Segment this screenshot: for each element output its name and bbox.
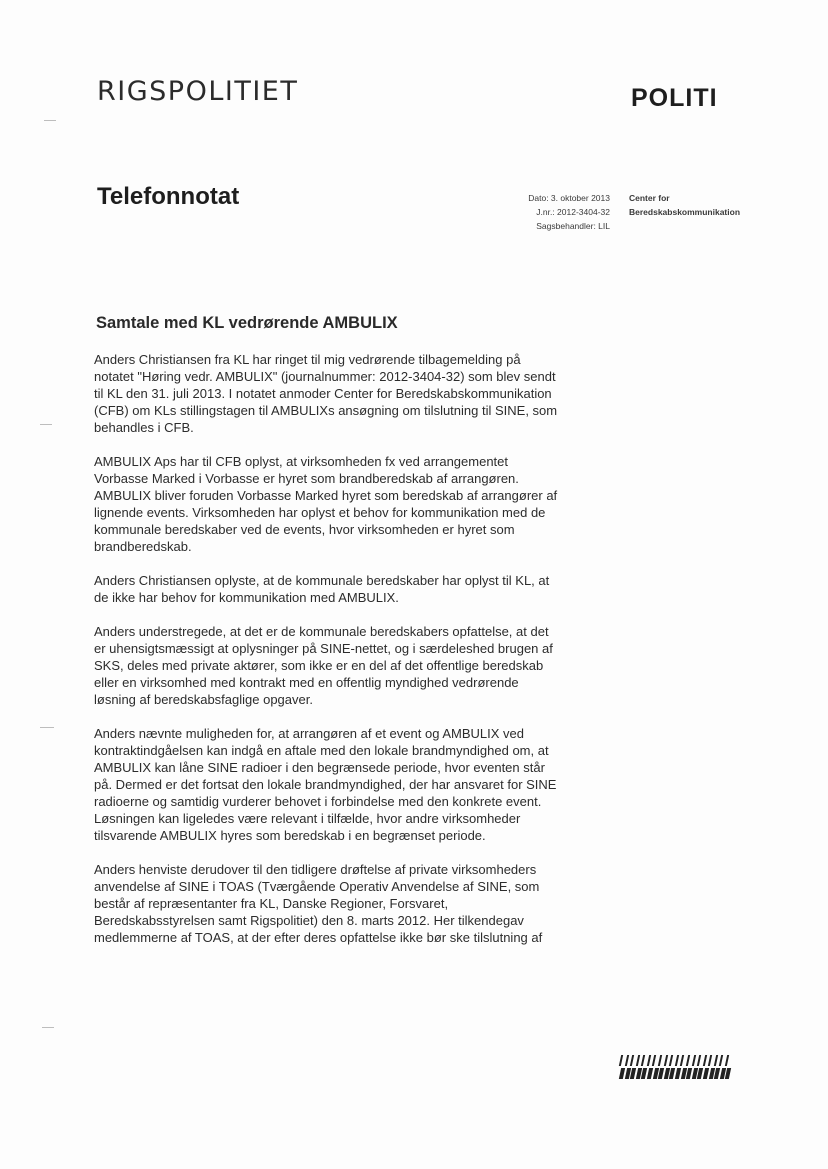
department-block: [629, 191, 740, 219]
body-text: [94, 351, 614, 963]
scan-margin-mark: [42, 1027, 54, 1028]
paragraph: AMBULIX Aps har til CFB oplyst, at virksomheden fx ved arrangementet Vorbasse Marked i Vorbasse er hyret som brandberedskab af arrangøren. AMBULIX bliver foruden Vorbasse Marked hyret som beredskab af arrangører af lignende events. Virksomheden har oplyst et behov for kommunikation med de kommunale beredskaber ved de events, hvor virksomheden er hyret som brandberedskab.: [94, 454, 558, 554]
department-line-2: Beredskabskommunikation: [629, 207, 741, 217]
barcode-icon: [620, 1055, 742, 1079]
paragraph: Anders henviste derudover til den tidligere drøftelse af private virksomheders anvendelse af SINE i TOAS (Tværgående Operativ Anvendelse af SINE, som består af repræsentanter fra KL, Danske Regioner, Forsvaret, Beredskabsstyrelsen samt Rigspolitiet) den 8. marts 2012. Her tilkendegav medlemmerne af TOAS, at der efter deres opfattelse ikke bør ske tilslutning af: [94, 862, 543, 945]
scan-margin-mark: [44, 120, 56, 121]
meta-date: Dato: 3. oktober 2013: [528, 193, 610, 203]
paragraph: Anders nævnte muligheden for, at arrangøren af et event og AMBULIX ved kontraktindgåelsen kan indgå en aftale med den lokale brandmyndighed om, at AMBULIX kan låne SINE radioer i den begrænsede periode, hvor eventen står på. Dermed er det fortsat den lokale brandmyndighed, der har ansvaret for SINE radioerne og samtidig vurderer behovet i forbindelse med den konkrete event. Løsningen kan ligeledes være relevant i tilfælde, hvor andre virksomheder tilsvarende AMBULIX hyres som beredskab i en begrænset periode.: [94, 726, 557, 843]
document-title: Telefonnotat: [97, 183, 240, 210]
scan-margin-mark: [40, 727, 54, 728]
paragraph: Anders understregede, at det er de kommunale beredskabers opfattelse, at det er uhensigtsmæssigt at oplysninger på SINE-nettet, og i særdeleshed brugen af SKS, deles med private aktører, som ikke er en del af det offentlige beredskab eller en virksomhed med kontrakt med en offentlig myndighed vedrørende løsning af beredskabsfaglige opgaver.: [94, 624, 553, 707]
meta-journal-number: J.nr.: 2012-3404-32: [536, 207, 610, 217]
scan-margin-mark: [40, 424, 52, 425]
politi-logo: POLITI: [631, 84, 718, 112]
department-line-1: Center for: [629, 193, 670, 203]
paragraph: Anders Christiansen oplyste, at de kommunale beredskaber har oplyst til KL, at de ikke har behov for kommunikation med AMBULIX.: [94, 573, 550, 605]
section-heading: Samtale med KL vedrørende AMBULIX: [96, 314, 398, 332]
paragraph: Anders Christiansen fra KL har ringet til mig vedrørende tilbagemelding på notatet "Høring vedr. AMBULIX" (journalnummer: 2012-3404-32) som blev sendt til KL den 31. juli 2013. I notatet anmoder Center for Beredskabskommunikation (CFB) om KLs stillingstagen til AMBULIXs ansøgning om tilslutning til SINE, som behandles i CFB.: [94, 352, 558, 435]
meta-caseworker: Sagsbehandler: LIL: [536, 221, 610, 231]
organization-name: RIGSPOLITIET: [97, 76, 299, 107]
document-meta: [470, 191, 610, 233]
